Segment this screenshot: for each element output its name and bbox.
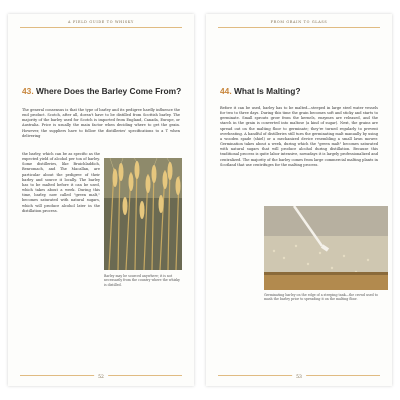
wrapped-paragraph: the barley, which can be as specific as the expected yield of alcohol per ton of barley. Some distilleries, like Bruichladdich, Benromach, and The Macallan, are particular about the pedigree of their barley and source it locally. The barley has to be malted before it can be used, which takes about a week. During this time, barley, now called "green malt," becomes saturated with natural sugars, which will produce alcohol later in the distillation process.	[22, 152, 100, 213]
photo-caption: Barley may be sourced anywhere; it is not necessarily from the country where the whisky is distilled.	[104, 274, 180, 287]
section-number: 44.	[220, 86, 232, 96]
section-number: 43.	[22, 86, 34, 96]
running-head: A FIELD GUIDE TO WHISKY	[68, 20, 134, 24]
barley-field-photo	[104, 158, 182, 270]
section-heading	[220, 86, 380, 96]
intro-paragraph: The general consensus is that the type of barley and its pedigree hardly influence the end product. Scotch, after all, doesn't have to be distilled from Scottish barley. The majority of the barley used for Scotch is imported from England, Canada, Europe, or Australia. Price is usually the main factor when deciding where to get the grain. However, the suppliers have to follow the distilleries' specifications to a T when delivering	[22, 108, 180, 138]
header-rule	[218, 27, 380, 28]
running-head: FROM GRAIN TO GLASS	[270, 20, 328, 24]
body-paragraph: Before it can be used, barley has to be malted—steeped in large steel water vessels for two to three days. During this time the grain becomes soft and sticky and starts to germinate. Small sprouts grow from the kernels, enzymes are released, and the starch in the grain is converted into maltose (a kind of sugar). Next, the grains are spread out on the malting floor to germinate; they're turned regularly to prevent overheating. A handful of distilleries still turn the germinating malt manually by using a wooden spade (shiel) or a mechanized device resembling a small lawn mower. Germination takes about a week, during which the "green malt" becomes saturated with natural sugars that will produce alcohol during distillation. Because this traditional process is quite labor intensive, nowadays it is largely professionalized and centralized. The majority of the barley comes from large commercial malting plants in Scotland that use centrifuges for the malting process.	[220, 106, 378, 167]
section-title: What Is Malting?	[233, 86, 301, 96]
photo-caption: Germinating barley on the edge of a steeping tank—the crowd used to mash the barley prior to spreading it on the malting floor.	[264, 293, 378, 302]
section-title: Where Does the Barley Come From?	[35, 86, 182, 96]
header-rule	[20, 27, 182, 28]
left-page	[8, 14, 194, 386]
barley-illustration	[104, 158, 182, 270]
malting-floor-photo	[264, 206, 388, 290]
page-number: 53	[292, 375, 306, 380]
section-heading	[22, 86, 182, 96]
page-number: 52	[94, 375, 108, 380]
germinating-barley-illustration	[264, 206, 388, 290]
right-page	[206, 14, 392, 386]
